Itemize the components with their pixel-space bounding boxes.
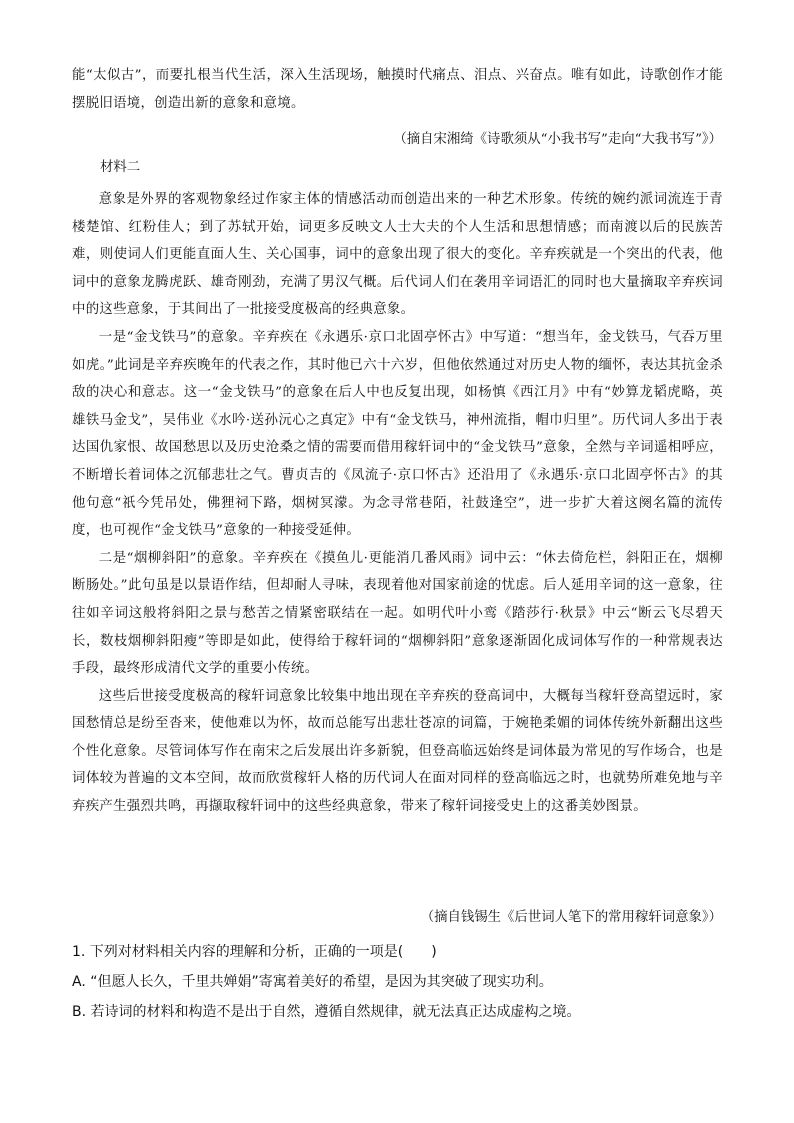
paragraph-2: 一是“金戈铁马”的意象。辛弃疾在《永遇乐·京口北固亭怀古》中写道：“想当年，金戈铁马，气吞万里如虎。”此词是辛弃疾晚年的代表之作，其时他已六十六岁，但他依然通过对历史人物的缅怀，表达其抗金杀敌的决心和意志。这一“金戈铁马”的意象在后人中也反复出现，如杨慎《西江月》中有“妙算龙韬虎略，英雄铁马金戈”，吴伟业《水吟·送孙沅心之真定》中有“金戈铁马，神州流指，帽巾归里”。历代词人多出于表达国仇家恨、故国愁思以及历史沧桑之情的需要而借用稼轩词中的“金戈铁马”意象，全然与辛词遥相呼应，不断增长着词体之沉郁悲壮之气。曹贞吉的《凤流子·京口怀古》还沿用了《永遇乐·京口北固亭怀古》的其他句意“祇今凭吊处，佛狸祠下路，烟树冥濛。为念寻常巷陌，社鼓逢空”，进一步扩大着这阕名篇的流传度，也可视作“金戈铁马”意象的一种接受延伸。 [72, 329, 723, 539]
material-2-body [72, 186, 723, 821]
option-b: B. 若诗词的材料和构造不是出于自然，遵循自然规律，就无法真正达成虚构之境。 [72, 1004, 581, 1020]
option-a: A. “但愿人长久，千里共婵娟”寄寓着美好的希望，是因为其突破了现实功利。 [72, 974, 553, 990]
question-stem: 1. 下列对材料相关内容的理解和分析，正确的一项是( ) [72, 944, 437, 960]
intro-paragraph [72, 62, 723, 117]
citation-1: （摘自宋湘绮《诗歌须从“小我书写”走向“大我书写”》） [393, 132, 722, 147]
paragraph-4: 这些后世接受度极高的稼轩词意象比较集中地出现在辛弃疾的登高词中，大概每当稼轩登高望远时，家国愁情总是纷至沓来，使他难以为怀，故而总能写出悲壮苍凉的词篇，于婉艳柔媚的词体传统外新翻出这些个性化意象。尽管词体写作在南宋之后发展出许多新貌，但登高临远始终是词体最为常见的写作场合，也是词体较为普遍的文本空间，故而欣赏稼轩人格的历代词人在面对同样的登高临远之时，也就势所难免地与辛弃疾产生强烈共鸣，再撷取稼轩词中的这些经典意象，带来了稼轩词接受史上的这番美妙图景。 [72, 688, 723, 815]
material-2-heading: 材料二 [100, 160, 141, 175]
citation-2: （摘自钱锡生《后世词人笔下的常用稼轩词意象》） [420, 910, 722, 925]
paragraph-3: 二是“烟柳斜阳”的意象。辛弃疾在《摸鱼儿·更能消几番风雨》词中云：“休去倚危栏，斜阳正在，烟柳断肠处。”此句虽是以景语作结，但却耐人寻味，表现着他对国家前途的忧虑。后人延用辛词的这一意象，往往如辛词这般将斜阳之景与愁苦之情紧密联结在一起。如明代叶小鸾《踏莎行·秋景》中云“断云飞尽碧天长，数枝烟柳斜阳瘦”等即是如此，使得给于稼轩词的“烟柳斜阳”意象逐渐固化成词体写作的一种常规表达手段，最终形成清代文学的重要小传统。 [72, 550, 723, 677]
paragraph-1: 意象是外界的客观物象经过作家主体的情感活动而创造出来的一种艺术形象。传统的婉约派词流连于青楼楚馆、红粉佳人；到了苏轼开始，词更多反映文人士大夫的个人生活和思想情感；而南渡以后的民族苦难，则使词人们更能直面人生、关心国事，词中的意象出现了很大的变化。辛弃疾就是一个突出的代表，他词中的意象龙腾虎跃、雄奇刚劲，充满了男汉气概。后代词人们在袭用辛词语汇的同时也大量摘取辛弃疾词中的这些意象，于其间出了一批接受度极高的经典意象。 [72, 192, 723, 318]
intro-text: 能“太似古”，而要扎根当代生活，深入生活现场，触摸时代痛点、泪点、兴奋点。唯有如此，诗歌创作才能摆脱旧语境，创造出新的意象和意境。 [72, 68, 723, 111]
